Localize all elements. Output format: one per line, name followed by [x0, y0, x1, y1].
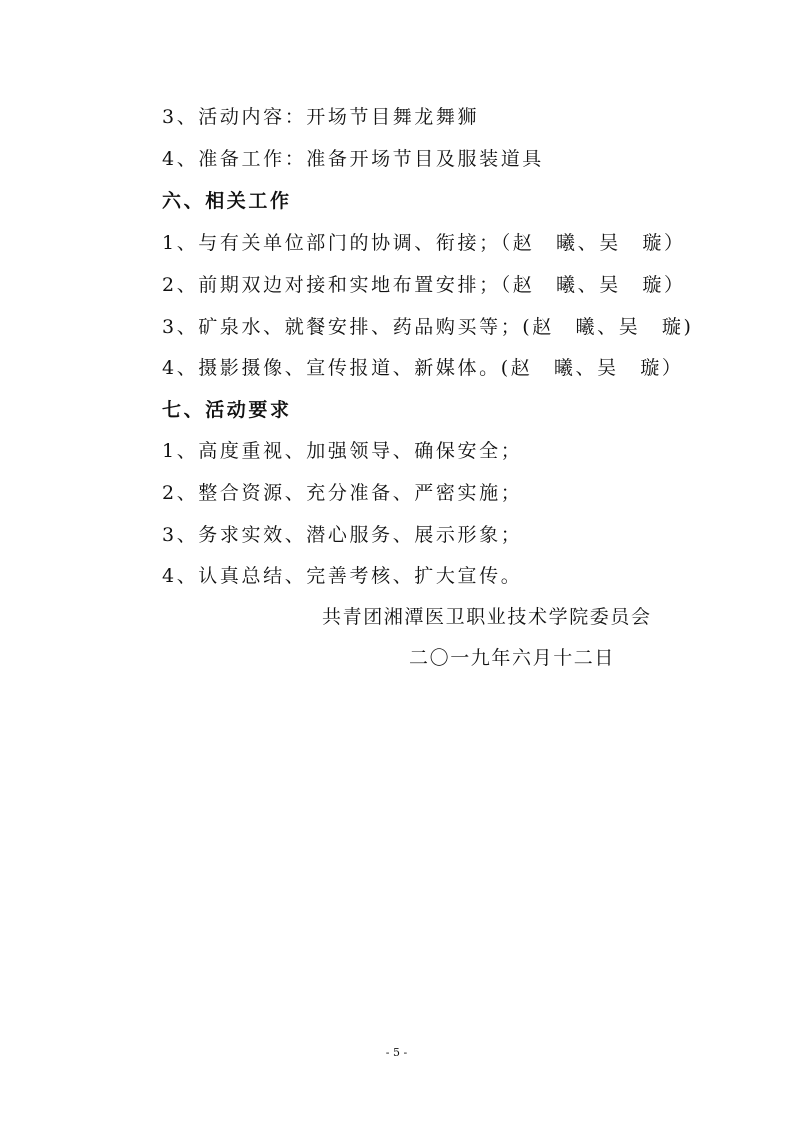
page-number: - 5 - — [385, 1046, 408, 1059]
related-work-item-2: 2、前期双边对接和实地布置安排；（赵 曦、吴 璇） — [162, 274, 686, 296]
signature-date: 二〇一九年六月十二日 — [409, 647, 616, 669]
related-work-item-1: 1、与有关单位部门的协调、衔接；（赵 曦、吴 璇） — [162, 232, 686, 254]
activity-content-line: 3、活动内容：开场节目舞龙舞狮 — [162, 106, 480, 128]
requirement-item-1: 1、高度重视、加强领导、确保安全； — [162, 440, 523, 462]
requirement-item-2: 2、整合资源、充分准备、严密实施； — [162, 482, 523, 504]
section-6-heading: 六、相关工作 — [162, 190, 292, 212]
section-7-heading: 七、活动要求 — [162, 399, 292, 421]
related-work-item-3: 3、矿泉水、就餐安排、药品购买等；(赵 曦、吴 璇) — [162, 316, 694, 338]
requirement-item-4: 4、认真总结、完善考核、扩大宣传。 — [162, 565, 523, 587]
preparation-work-line: 4、准备工作：准备开场节目及服装道具 — [162, 148, 544, 170]
requirement-item-3: 3、务求实效、潜心服务、展示形象； — [162, 524, 523, 546]
signature-organization: 共青团湘潭医卫职业技术学院委员会 — [322, 606, 652, 628]
related-work-item-4: 4、摄影摄像、宣传报道、新媒体。(赵 曦、吴 璇） — [162, 357, 684, 379]
